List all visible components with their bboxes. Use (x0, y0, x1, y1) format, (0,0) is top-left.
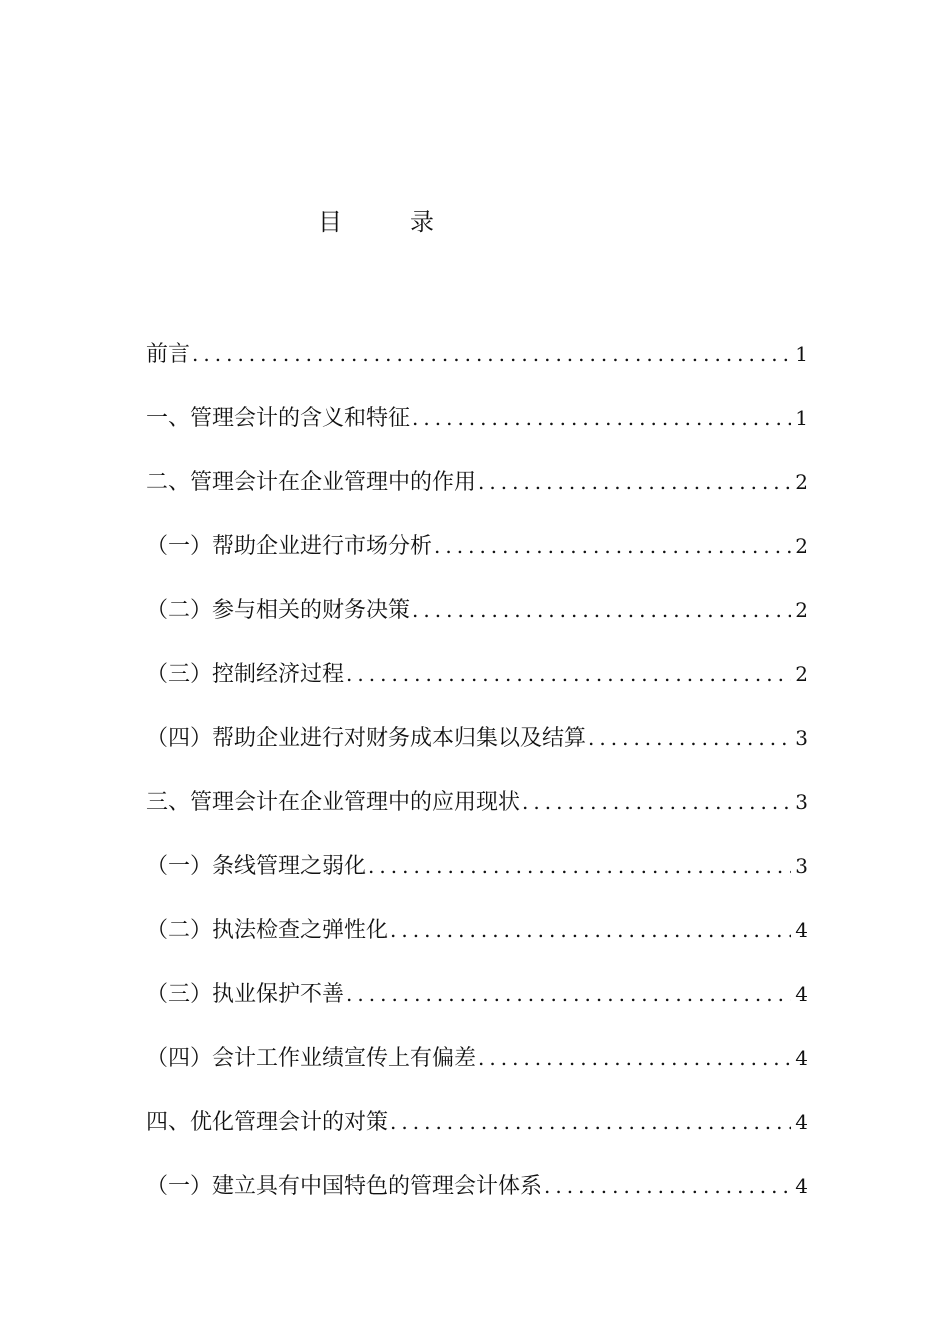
toc-entry-page: 2 (795, 662, 808, 686)
toc-entry-label: （二）参与相关的财务决策 (146, 598, 411, 623)
toc-dot-leader (588, 716, 791, 760)
toc-dot-leader (192, 332, 791, 376)
toc-entry-page: 2 (795, 598, 808, 622)
toc-entry-label: （四）会计工作业绩宣传上有偏差 (146, 1046, 477, 1071)
toc-entry-label: （三）控制经济过程 (146, 662, 345, 687)
toc-entry[interactable] (146, 844, 808, 908)
toc-entry-label: （三）执业保护不善 (146, 982, 345, 1007)
toc-entry-label: （一）条线管理之弱化 (146, 854, 367, 879)
toc-entry-page: 4 (795, 1174, 808, 1198)
toc-entry-label: （一）帮助企业进行市场分析 (146, 534, 433, 559)
toc-dot-leader (412, 588, 791, 632)
toc-entry-page: 3 (795, 790, 808, 814)
toc-dot-leader (478, 1036, 791, 1080)
toc-dot-leader (478, 460, 791, 504)
toc-dot-leader (544, 1164, 791, 1208)
toc-dot-leader (390, 1100, 791, 1144)
toc-entry-label: 前言 (146, 342, 191, 367)
toc-entry[interactable] (146, 588, 808, 652)
toc-dot-leader (346, 972, 791, 1016)
toc-entry[interactable] (146, 396, 808, 460)
toc-dot-leader (412, 396, 791, 440)
toc-entry[interactable] (146, 716, 808, 780)
toc-entry-label: 四、优化管理会计的对策 (146, 1110, 389, 1135)
toc-entry-page: 3 (795, 726, 808, 750)
toc-entry-label: （四）帮助企业进行对财务成本归集以及结算 (146, 726, 587, 751)
toc-entry-label: （二）执法检查之弹性化 (146, 918, 389, 943)
toc-entry-page: 2 (795, 534, 808, 558)
toc-entry[interactable] (146, 524, 808, 588)
toc-entry[interactable] (146, 332, 808, 396)
toc-entry[interactable] (146, 460, 808, 524)
toc-entry-page: 4 (795, 1110, 808, 1134)
toc-entry-page: 1 (795, 406, 808, 430)
toc-entry-page: 4 (795, 1046, 808, 1070)
toc-dot-leader (434, 524, 791, 568)
toc-entry-page: 2 (795, 470, 808, 494)
toc-entry[interactable] (146, 780, 808, 844)
toc-dot-leader (390, 908, 791, 952)
toc-entry-label: （一）建立具有中国特色的管理会计体系 (146, 1174, 543, 1199)
toc-entry[interactable] (146, 1100, 808, 1164)
toc-entry[interactable] (146, 908, 808, 972)
toc-title: 目 录 (318, 208, 456, 236)
toc-entry[interactable] (146, 972, 808, 1036)
toc-entry-page: 4 (795, 918, 808, 942)
toc-entry[interactable] (146, 1036, 808, 1100)
toc-entry-label: 一、管理会计的含义和特征 (146, 406, 411, 431)
toc-dot-leader (522, 780, 791, 824)
toc-dot-leader (346, 652, 791, 696)
toc-entry-page: 4 (795, 982, 808, 1006)
toc-entry-page: 3 (795, 854, 808, 878)
toc-entry-page: 1 (795, 342, 808, 366)
toc-entry[interactable] (146, 652, 808, 716)
toc-entry-label: 三、管理会计在企业管理中的应用现状 (146, 790, 521, 815)
toc-entry-label: 二、管理会计在企业管理中的作用 (146, 470, 477, 495)
toc-entry[interactable] (146, 1164, 808, 1228)
toc-list (146, 332, 808, 1228)
toc-dot-leader (368, 844, 791, 888)
